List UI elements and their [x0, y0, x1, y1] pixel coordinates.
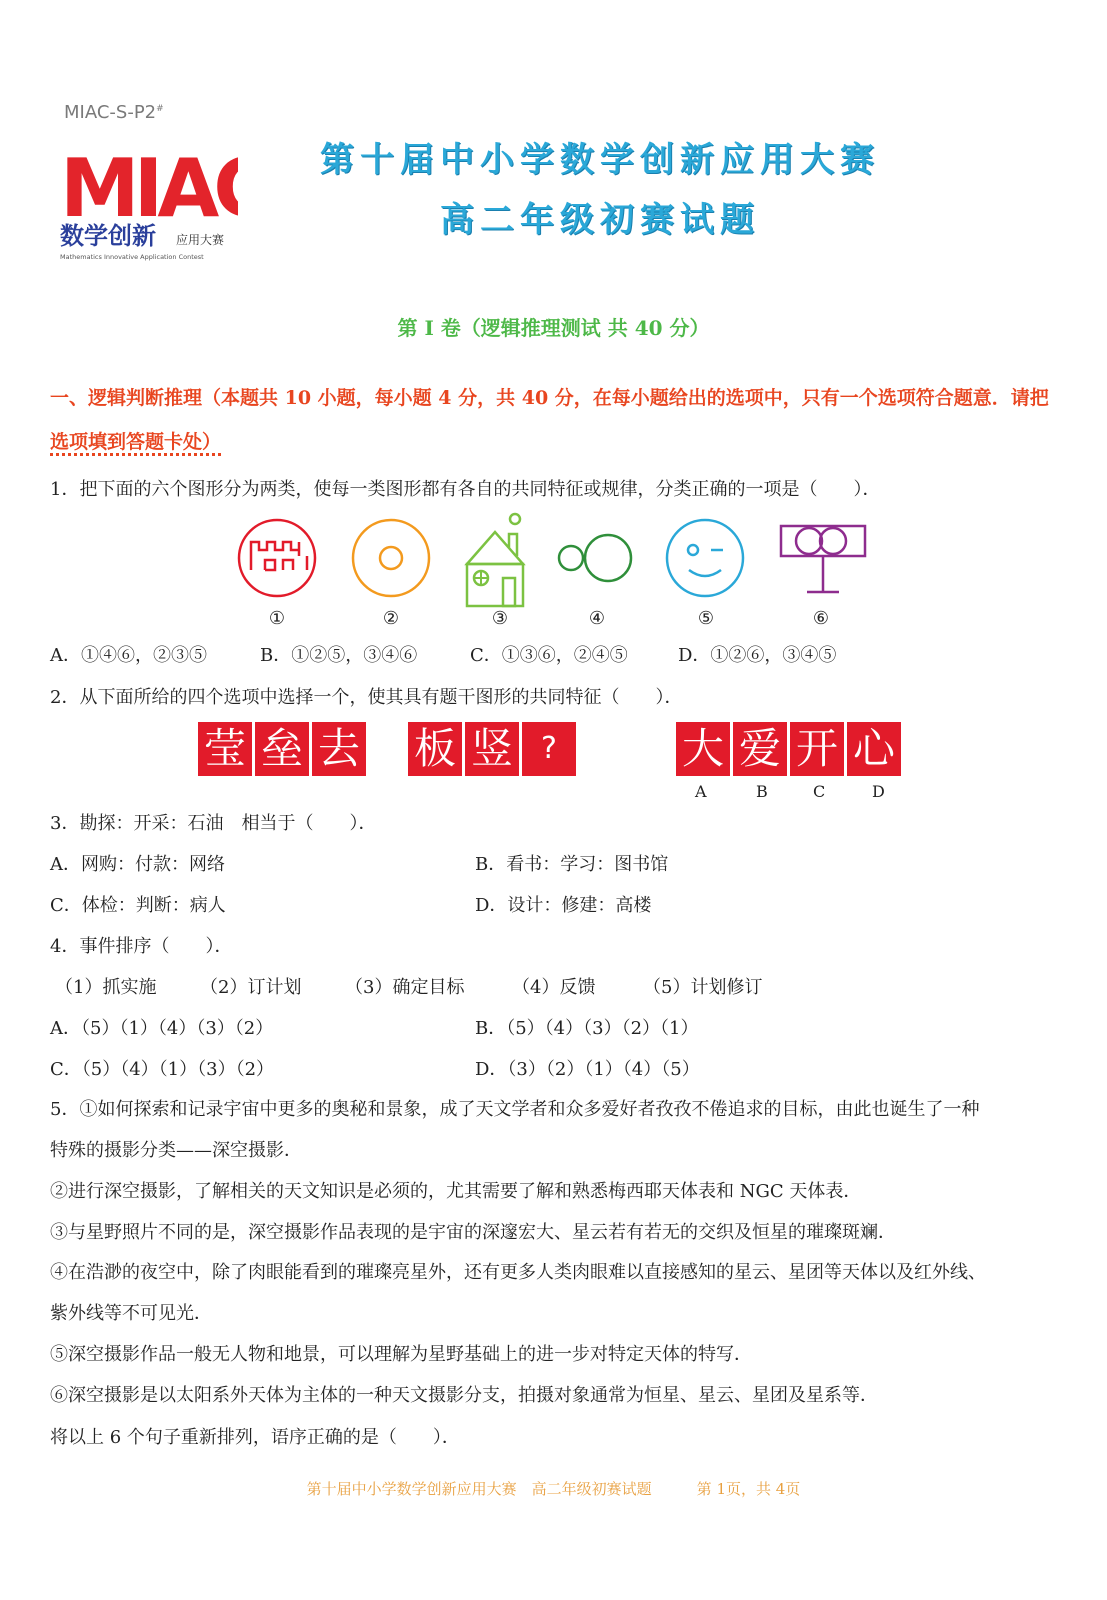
q2-char: 竖: [465, 722, 519, 776]
q5-sentence-1a: 5．①如何探索和记录宇宙中更多的奥秘和景象，成了天文学者和众多爱好者孜孜不倦追求的目标，由此也诞生了一种: [50, 1099, 980, 1120]
q4-option-d: D．（3）（2）（1）（4）（5）: [475, 1059, 700, 1080]
q4-stem: 4．事件排序（ ）．: [50, 936, 233, 957]
q2-choice-char: 开: [790, 722, 844, 776]
page-footer: 第十届中小学数学创新应用大赛 高二年级初赛试题 第 1页，共 4页: [306, 1480, 801, 1498]
q4-option-b: B．（5）（4）（3）（2）（1）: [475, 1018, 699, 1039]
q1-figures: [225, 512, 885, 632]
q2-stem: 2．从下面所给的四个选项中选择一个，使其具有题干图形的共同特征（ ）．: [50, 687, 683, 708]
q5-ask: 将以上 6 个句子重新排列，语序正确的是（ ）．: [50, 1427, 460, 1448]
q2-choice-label: B: [756, 782, 768, 801]
q3-option-a: A．网购：付款：网络: [50, 854, 225, 875]
q5-sentence-4a: ④在浩渺的夜空中，除了肉眼能看到的璀璨亮星外，还有更多人类肉眼难以直接感知的星云、星团等天体以及红外线、: [50, 1262, 986, 1283]
q1-option-d: D．①②⑥，③④⑤: [678, 645, 837, 666]
q1-option-b: B．①②⑤，③④⑥: [260, 645, 418, 666]
miac-logo: [58, 140, 238, 265]
q3-option-d: D．设计：修建：高楼: [475, 895, 652, 916]
q2-char-question: ?: [522, 722, 576, 776]
q2-char: 莹: [198, 722, 252, 776]
q3-option-b: B．看书：学习：图书馆: [475, 854, 669, 875]
section-heading-line2: 选项填到答题卡处）: [50, 420, 1060, 464]
q2-char: 垒: [255, 722, 309, 776]
q2-char: 去: [312, 722, 366, 776]
section-heading-line1: 一、逻辑判断推理（本题共 10 小题，每小题 4 分，共 40 分，在每小题给出的选项中，只有一个选项符合题意．请把: [50, 387, 1049, 409]
document-code: MIAC-S-P2#: [64, 102, 164, 123]
q1-option-c: C．①③⑥，②④⑤: [470, 645, 628, 666]
q1-option-a: A．①④⑥，②③⑤: [50, 645, 207, 666]
title-line2: 高二年级初赛试题: [440, 200, 760, 240]
q1-fig-label: ⑥: [812, 608, 830, 629]
q1-stem: 1．把下面的六个图形分为两类，使每一类图形都有各自的共同特征或规律，分类正确的一项是（ ）．: [50, 479, 881, 500]
q2-choice-label: D: [872, 782, 885, 801]
q1-fig-label: ②: [382, 608, 400, 629]
q2-choice-char: 心: [847, 722, 901, 776]
q1-fig-label: ①: [268, 608, 286, 629]
q2-group2: [408, 722, 576, 776]
q5-sentence-5: ⑤深空摄影作品一般无人物和地景，可以理解为星野基础上的进一步对特定天体的特写．: [50, 1344, 752, 1365]
q5-sentence-1b: 特殊的摄影分类——深空摄影．: [50, 1140, 302, 1161]
figure-6-sign: [781, 526, 865, 592]
figure-1-castle-circle: [239, 520, 315, 596]
q4-option-c: C．（5）（4）（1）（3）（2）: [50, 1059, 275, 1080]
figure-3-house: [467, 514, 523, 606]
q1-fig-label: ③: [491, 608, 509, 629]
figure-5-wink-face: [667, 520, 743, 596]
q1-fig-label: ④: [588, 608, 606, 629]
q4-event: （4）反馈: [512, 977, 596, 998]
logo-cn2: 应用大赛: [176, 233, 225, 247]
title-line1: 第十届中小学数学创新应用大赛: [320, 140, 880, 180]
figure-4-two-circles: [559, 535, 631, 581]
q2-char: 板: [408, 722, 462, 776]
logo-en: Mathematics Innovative Application Contest: [60, 253, 204, 261]
q2-choice-label: A: [695, 782, 707, 801]
q3-option-c: C．体检：判断：病人: [50, 895, 226, 916]
q2-group1: [198, 722, 366, 776]
q2-choice-char: 大: [676, 722, 730, 776]
part-title: 第 I 卷（逻辑推理测试 共 40 分）: [397, 316, 710, 340]
q4-event: （3）确定目标: [345, 977, 465, 998]
q4-event: （2）订计划: [200, 977, 302, 998]
q3-stem: 3．勘探：开采：石油 相当于（ ）．: [50, 813, 377, 834]
q4-event: （1）抓实施: [55, 977, 157, 998]
q5-sentence-6: ⑥深空摄影是以太阳系外天体为主体的一种天文摄影分支，拍摄对象通常为恒星、星云、星团及星系等．: [50, 1385, 878, 1406]
q2-choice-char: 爱: [733, 722, 787, 776]
logo-cn: 数学创新: [60, 222, 156, 250]
q2-choice-label: C: [813, 782, 826, 801]
q5-sentence-4b: 紫外线等不可见光．: [50, 1303, 212, 1324]
q1-fig-label: ⑤: [697, 608, 715, 629]
logo-letters: MIA: [60, 142, 214, 235]
q4-event: （5）计划修订: [643, 977, 763, 998]
q5-sentence-3: ③与星野照片不同的是，深空摄影作品表现的是宇宙的深邃宏大、星云若有若无的交织及恒星的璀璨斑斓．: [50, 1222, 896, 1243]
q2-choices: [676, 722, 901, 776]
figure-2-concentric-circles: [353, 520, 429, 596]
q4-option-a: A．（5）（1）（4）（3）（2）: [50, 1018, 274, 1039]
q5-sentence-2: ②进行深空摄影，了解相关的天文知识是必须的，尤其需要了解和熟悉梅西耶天体表和 NGC 天体表．: [50, 1181, 862, 1202]
